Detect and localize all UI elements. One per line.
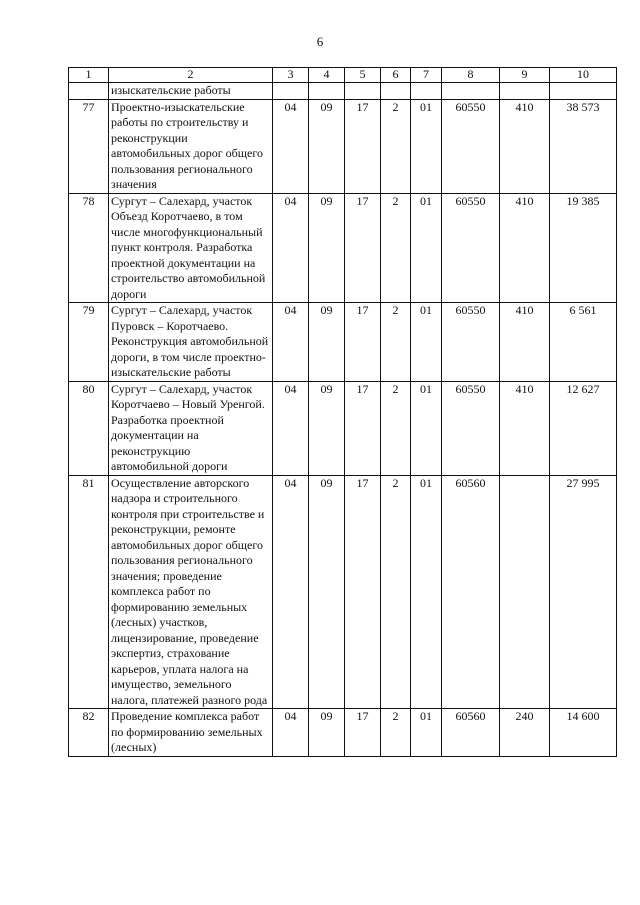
continuation-text: изыскательские работы <box>109 83 273 100</box>
cell-main-event: 01 <box>411 475 442 709</box>
row-name: Проведение комплекса работ по формированию земельных (лесных) <box>109 709 273 757</box>
table-row <box>69 709 617 757</box>
cell-direction: 60550 <box>442 381 500 475</box>
table-row <box>69 99 617 193</box>
cell-subsection: 09 <box>309 709 345 757</box>
cell-program: 17 <box>345 381 381 475</box>
cell-main-event: 01 <box>411 303 442 382</box>
header-row <box>69 68 617 83</box>
cell-amount: 6 561 <box>550 303 617 382</box>
cell-section: 04 <box>273 381 309 475</box>
row-name: Сургут – Салехард, участок Коротчаево – Новый Уренгой. Разработка проектной документации на реконструкцию автомобильной дороги <box>109 381 273 475</box>
cell-direction: 60560 <box>442 709 500 757</box>
column-header: 6 <box>381 68 411 83</box>
cell-subprogram: 2 <box>381 475 411 709</box>
row-number: 82 <box>69 709 109 757</box>
row-number: 77 <box>69 99 109 193</box>
column-header: 1 <box>69 68 109 83</box>
cell-expense-type: 410 <box>500 99 550 193</box>
column-header: 5 <box>345 68 381 83</box>
column-header: 8 <box>442 68 500 83</box>
cell-main-event: 01 <box>411 381 442 475</box>
column-header: 10 <box>550 68 617 83</box>
table-row <box>69 303 617 382</box>
cell-direction: 60550 <box>442 193 500 303</box>
cell-amount: 38 573 <box>550 99 617 193</box>
row-number: 80 <box>69 381 109 475</box>
row-name: Сургут – Салехард, участок Пуровск – Коротчаево. Реконструкция автомобильной дороги, в том числе проектно-изыскательские работы <box>109 303 273 382</box>
column-header: 9 <box>500 68 550 83</box>
cell-main-event: 01 <box>411 193 442 303</box>
cell-expense-type: 410 <box>500 193 550 303</box>
cell-program: 17 <box>345 303 381 382</box>
row-name: Осуществление авторского надзора и строительного контроля при строительстве и реконструкции, ремонте автомобильных дорог общего пользования регионального значения; проведение комплекса работ по формированию земельных (лесных) участков, лицензирование, проведение экспертиз, страхование карьеров, уплата налога на имущество, земельного налога, платежей разного рода <box>109 475 273 709</box>
cell-direction: 60550 <box>442 99 500 193</box>
cell-subprogram: 2 <box>381 709 411 757</box>
table-row <box>69 381 617 475</box>
budget-table <box>68 67 617 757</box>
cell-direction: 60550 <box>442 303 500 382</box>
cell-subsection: 09 <box>309 193 345 303</box>
cell-amount: 14 600 <box>550 709 617 757</box>
cell-subprogram: 2 <box>381 303 411 382</box>
table-row <box>69 193 617 303</box>
cell-expense-type: 410 <box>500 303 550 382</box>
cell-expense-type: 410 <box>500 381 550 475</box>
column-header: 2 <box>109 68 273 83</box>
cell-main-event: 01 <box>411 709 442 757</box>
cell-program: 17 <box>345 193 381 303</box>
cell-subsection: 09 <box>309 381 345 475</box>
cell-subprogram: 2 <box>381 193 411 303</box>
cell-subprogram: 2 <box>381 99 411 193</box>
cell-amount: 27 995 <box>550 475 617 709</box>
column-header: 4 <box>309 68 345 83</box>
column-header: 7 <box>411 68 442 83</box>
continuation-row <box>69 83 617 100</box>
table-row <box>69 475 617 709</box>
cell-section: 04 <box>273 709 309 757</box>
cell-subsection: 09 <box>309 99 345 193</box>
cell-subsection: 09 <box>309 303 345 382</box>
cell-section: 04 <box>273 193 309 303</box>
cell-subprogram: 2 <box>381 381 411 475</box>
cell-program: 17 <box>345 99 381 193</box>
row-name: Сургут – Салехард, участок Объезд Коротчаево, в том числе многофункциональный пункт контроля. Разработка проектной документации на строительство автомобильной дороги <box>109 193 273 303</box>
row-number: 79 <box>69 303 109 382</box>
cell-program: 17 <box>345 475 381 709</box>
cell-subsection: 09 <box>309 475 345 709</box>
page-number: 6 <box>316 34 324 49</box>
cell-section: 04 <box>273 303 309 382</box>
cell-section: 04 <box>273 99 309 193</box>
cell-program: 17 <box>345 709 381 757</box>
cell-expense-type <box>500 475 550 709</box>
row-number: 78 <box>69 193 109 303</box>
row-name: Проектно-изыскательские работы по строительству и реконструкции автомобильных дорог общего пользования регионального значения <box>109 99 273 193</box>
cell-main-event: 01 <box>411 99 442 193</box>
cell-amount: 19 385 <box>550 193 617 303</box>
cell-amount: 12 627 <box>550 381 617 475</box>
column-header: 3 <box>273 68 309 83</box>
cell-section: 04 <box>273 475 309 709</box>
cell-expense-type: 240 <box>500 709 550 757</box>
row-number: 81 <box>69 475 109 709</box>
cell-direction: 60560 <box>442 475 500 709</box>
